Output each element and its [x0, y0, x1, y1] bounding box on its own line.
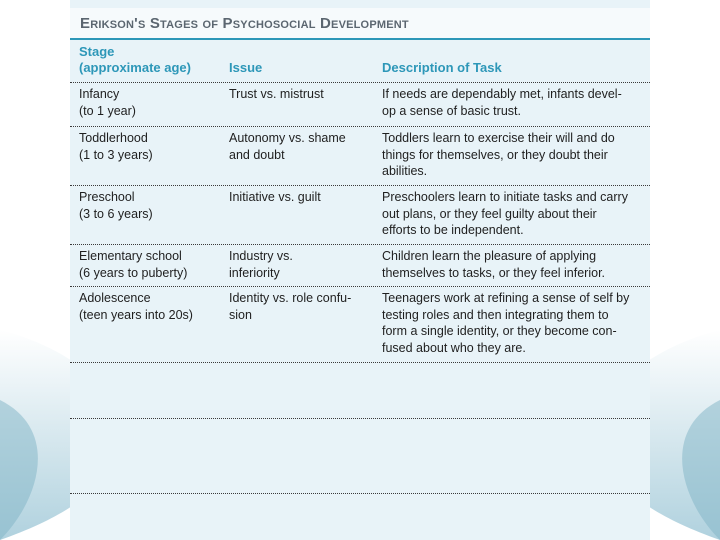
row-stage: Adolescence (teen years into 20s): [79, 291, 193, 322]
row-stage: Infancy (to 1 year): [79, 87, 136, 118]
table-row: [70, 189, 650, 241]
row-issue: Identity vs. role confu- sion: [229, 291, 352, 322]
row-separator: [70, 82, 650, 83]
row-separator: [70, 418, 650, 419]
table-title: Erikson's Stages of Psychosocial Development: [80, 15, 409, 32]
row-separator: [70, 185, 650, 186]
row-separator: [70, 493, 650, 494]
row-issue: Autonomy vs. shame and doubt: [229, 131, 346, 162]
row-issue: Industry vs. inferiority: [229, 249, 293, 280]
title-bar: [70, 8, 650, 40]
table-row: [70, 248, 650, 284]
row-issue: Initiative vs. guilt: [229, 190, 321, 204]
table-row: [70, 290, 650, 360]
header-task: Description of Task: [382, 60, 502, 75]
header-stage: Stage (approximate age): [79, 44, 191, 75]
row-task: If needs are dependably met, infants devel- op a sense of basic trust.: [382, 87, 622, 118]
table-header-row: [70, 42, 650, 82]
row-task: Toddlers learn to exercise their will and do things for themselves, or they doubt their abilities.: [382, 131, 615, 178]
row-separator: [70, 362, 650, 363]
header-issue: Issue: [229, 60, 263, 75]
table-card: [70, 0, 650, 540]
row-task: Teenagers work at refining a sense of self by testing roles and then integrating them to form a single identity, or they become con- fused about who they are.: [382, 291, 630, 355]
row-stage: Toddlerhood (1 to 3 years): [79, 131, 153, 162]
row-separator: [70, 286, 650, 287]
row-task: Children learn the pleasure of applying themselves to tasks, or they feel inferior.: [382, 249, 606, 280]
table-row: [70, 86, 650, 122]
row-task: Preschoolers learn to initiate tasks and carry out plans, or they feel guilty about their efforts to be independent.: [382, 190, 628, 237]
row-separator: [70, 244, 650, 245]
row-issue: Trust vs. mistrust: [229, 87, 324, 101]
row-stage: Preschool (3 to 6 years): [79, 190, 153, 221]
table-row: [70, 130, 650, 182]
row-stage: Elementary school (6 years to puberty): [79, 249, 188, 280]
row-separator: [70, 126, 650, 127]
